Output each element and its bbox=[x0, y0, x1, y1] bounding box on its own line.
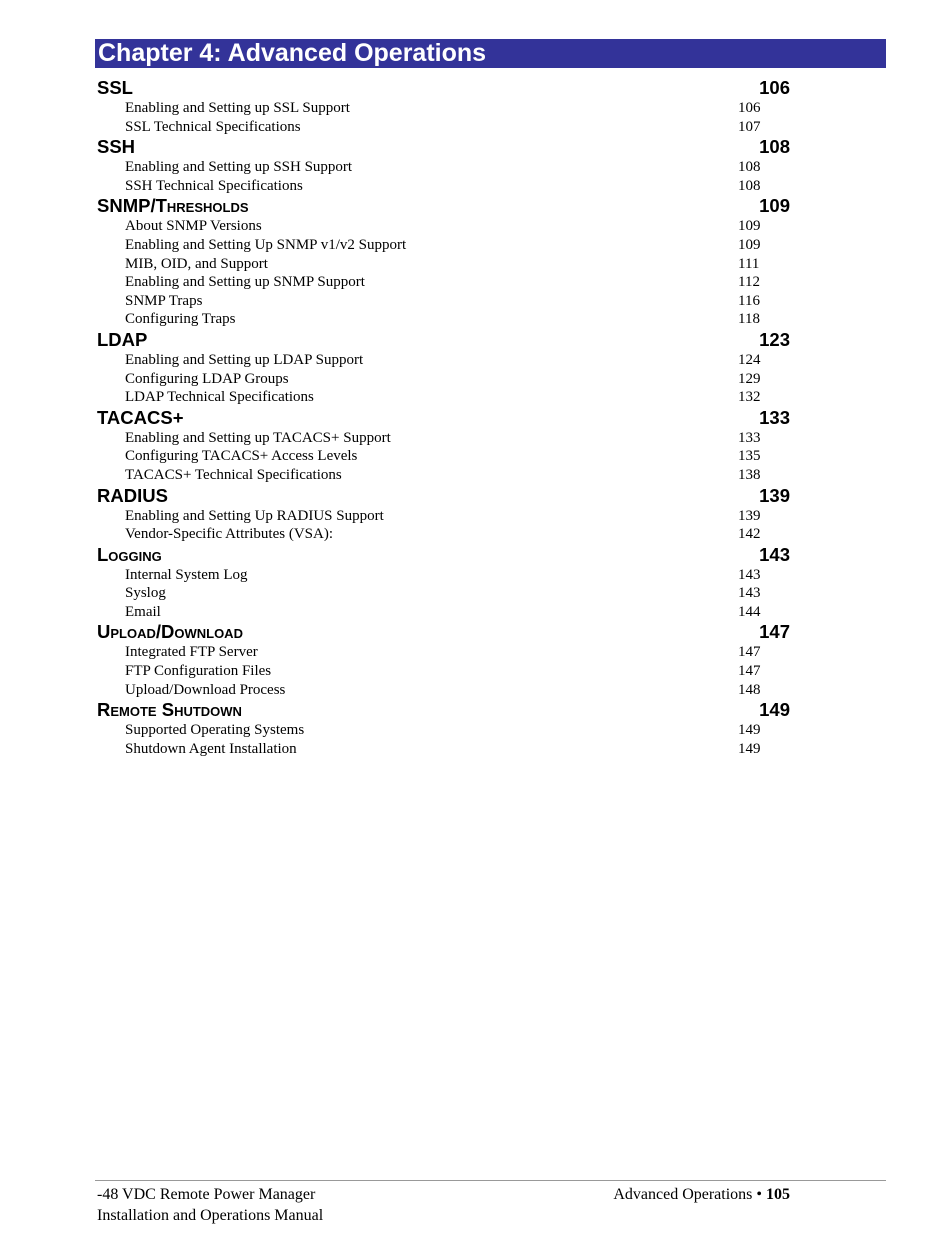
toc-entry[interactable] bbox=[97, 99, 797, 118]
toc-section-title: LDAP bbox=[97, 328, 148, 350]
toc-entry-title: Email bbox=[125, 603, 161, 620]
toc-entry-title: Enabling and Setting up LDAP Support bbox=[125, 351, 364, 368]
toc-section-page: 139 bbox=[759, 484, 790, 506]
toc-entry[interactable] bbox=[97, 721, 797, 740]
toc-entry[interactable] bbox=[97, 740, 797, 759]
footer-chapter-name: Advanced Operations • bbox=[613, 1186, 766, 1203]
toc-entry-title: LDAP Technical Specifications bbox=[125, 389, 314, 406]
toc-entry[interactable] bbox=[97, 643, 797, 662]
toc-entry-title: MIB, OID, and Support bbox=[125, 255, 268, 272]
toc-section-heading[interactable] bbox=[97, 699, 797, 721]
toc-entry-title: FTP Configuration Files bbox=[125, 663, 272, 680]
toc-entry-page: 143 bbox=[738, 585, 761, 602]
toc-entry-page: 132 bbox=[738, 389, 761, 406]
toc-entry-page: 148 bbox=[738, 681, 761, 698]
toc-entry-title: Supported Operating Systems bbox=[125, 722, 305, 739]
toc-entry[interactable] bbox=[97, 370, 797, 389]
toc-entry-page: 144 bbox=[738, 603, 761, 620]
toc-section-page: 109 bbox=[759, 195, 790, 217]
toc-entry-page: 149 bbox=[738, 722, 761, 739]
toc-section-page: 133 bbox=[759, 406, 790, 428]
toc-section bbox=[97, 485, 797, 544]
toc-section-heading[interactable] bbox=[97, 77, 797, 99]
toc-section bbox=[97, 195, 797, 329]
toc-entry-page: 111 bbox=[738, 255, 760, 272]
toc-section-title: SSH bbox=[97, 136, 136, 158]
toc-entry-title: SNMP Traps bbox=[125, 292, 203, 309]
table-of-contents bbox=[97, 77, 797, 758]
toc-section-heading[interactable] bbox=[97, 407, 797, 429]
toc-section-page: 106 bbox=[759, 77, 790, 98]
toc-section-heading[interactable] bbox=[97, 195, 797, 217]
toc-section-page: 149 bbox=[759, 699, 790, 721]
toc-entry-page: 139 bbox=[738, 507, 761, 524]
toc-entry[interactable] bbox=[97, 566, 797, 585]
toc-entry-page: 106 bbox=[738, 100, 761, 116]
toc-section bbox=[97, 621, 797, 699]
toc-entry-page: 112 bbox=[738, 274, 760, 291]
footer-manual-title bbox=[97, 1184, 323, 1226]
toc-entry[interactable] bbox=[97, 681, 797, 700]
footer-divider bbox=[95, 1180, 886, 1181]
toc-entry[interactable] bbox=[97, 662, 797, 681]
toc-entry-title: Enabling and Setting up SSL Support bbox=[125, 100, 350, 116]
toc-entry[interactable] bbox=[97, 236, 797, 255]
toc-entry-title: Configuring LDAP Groups bbox=[125, 370, 289, 387]
toc-section bbox=[97, 544, 797, 622]
toc-entry-title: Configuring TACACS+ Access Levels bbox=[125, 448, 358, 465]
toc-entry[interactable] bbox=[97, 525, 797, 544]
toc-section-title: Logging bbox=[97, 543, 162, 565]
toc-entry[interactable] bbox=[97, 351, 797, 370]
toc-section bbox=[97, 77, 797, 136]
toc-entry[interactable] bbox=[97, 429, 797, 448]
toc-entry-page: 147 bbox=[738, 663, 761, 680]
toc-entry[interactable] bbox=[97, 310, 797, 329]
toc-section-title: TACACS+ bbox=[97, 406, 184, 428]
toc-entry[interactable] bbox=[97, 603, 797, 622]
toc-section-heading[interactable] bbox=[97, 621, 797, 643]
toc-section-heading[interactable] bbox=[97, 329, 797, 351]
footer-manual-name: Installation and Operations Manual bbox=[97, 1207, 324, 1224]
toc-entry-title: Shutdown Agent Installation bbox=[125, 740, 297, 757]
toc-entry[interactable] bbox=[97, 507, 797, 526]
toc-entry-title: Integrated FTP Server bbox=[125, 644, 258, 661]
toc-entry-title: Internal System Log bbox=[125, 566, 248, 583]
toc-entry-title: TACACS+ Technical Specifications bbox=[125, 466, 342, 483]
toc-entry-page: 109 bbox=[738, 236, 761, 253]
toc-section bbox=[97, 136, 797, 195]
toc-entry-page: 147 bbox=[738, 644, 761, 661]
toc-entry-title: Enabling and Setting Up SNMP v1/v2 Support bbox=[125, 236, 407, 253]
toc-entry-page: 149 bbox=[738, 740, 761, 757]
toc-entry-title: Vendor-Specific Attributes (VSA): bbox=[125, 526, 333, 543]
toc-section-title: RADIUS bbox=[97, 484, 168, 506]
toc-entry-title: Enabling and Setting up TACACS+ Support bbox=[125, 429, 391, 446]
toc-section-title: Remote Shutdown bbox=[97, 699, 242, 721]
toc-entry[interactable] bbox=[97, 466, 797, 485]
footer-product-name: -48 VDC Remote Power Manager bbox=[97, 1186, 316, 1203]
toc-entry-title: Syslog bbox=[125, 585, 166, 602]
toc-section-page: 123 bbox=[759, 328, 790, 350]
toc-section-page: 143 bbox=[759, 543, 790, 565]
toc-entry[interactable] bbox=[97, 447, 797, 466]
chapter-title: Chapter 4: Advanced Operations bbox=[95, 39, 886, 68]
toc-entry[interactable] bbox=[97, 255, 797, 274]
toc-entry-page: 138 bbox=[738, 466, 761, 483]
toc-entry-page: 142 bbox=[738, 526, 761, 543]
toc-entry-page: 109 bbox=[738, 218, 761, 235]
toc-section-title: SNMP/Thresholds bbox=[97, 195, 249, 217]
toc-entry-page: 108 bbox=[738, 159, 761, 176]
toc-entry-page: 116 bbox=[738, 292, 760, 309]
toc-entry-page: 108 bbox=[738, 177, 761, 194]
toc-entry[interactable] bbox=[97, 388, 797, 407]
toc-entry-page: 143 bbox=[738, 566, 761, 583]
toc-entry[interactable] bbox=[97, 217, 797, 236]
toc-section bbox=[97, 407, 797, 485]
toc-entry-page: 129 bbox=[738, 370, 761, 387]
toc-section-heading[interactable] bbox=[97, 544, 797, 566]
toc-section-heading[interactable] bbox=[97, 136, 797, 158]
toc-entry[interactable] bbox=[97, 273, 797, 292]
toc-section-heading[interactable] bbox=[97, 485, 797, 507]
toc-entry-title: SSH Technical Specifications bbox=[125, 177, 303, 194]
toc-section bbox=[97, 329, 797, 407]
toc-entry-page: 124 bbox=[738, 351, 761, 368]
toc-entry-title: Enabling and Setting up SNMP Support bbox=[125, 274, 365, 291]
toc-entry-title: Upload/Download Process bbox=[125, 681, 286, 698]
toc-entry-title: SSL Technical Specifications bbox=[125, 118, 301, 135]
toc-entry-page: 135 bbox=[738, 448, 761, 465]
toc-section-title: SSL bbox=[97, 77, 133, 98]
toc-section-page: 147 bbox=[759, 621, 790, 643]
toc-entry[interactable] bbox=[97, 158, 797, 177]
toc-section bbox=[97, 699, 797, 758]
toc-section-title: Upload/Download bbox=[97, 621, 243, 643]
footer-page-number: 105 bbox=[766, 1186, 790, 1203]
toc-section-page: 108 bbox=[759, 136, 790, 158]
toc-entry[interactable] bbox=[97, 292, 797, 311]
toc-entry-title: About SNMP Versions bbox=[125, 218, 262, 235]
toc-entry-title: Configuring Traps bbox=[125, 311, 236, 328]
toc-entry[interactable] bbox=[97, 584, 797, 603]
toc-entry-page: 107 bbox=[738, 118, 761, 135]
toc-entry-page: 133 bbox=[738, 429, 761, 446]
toc-entry[interactable] bbox=[97, 177, 797, 196]
footer-page-info bbox=[613, 1184, 790, 1205]
toc-entry-title: Enabling and Setting Up RADIUS Support bbox=[125, 507, 384, 524]
toc-entry-page: 118 bbox=[738, 311, 760, 328]
toc-entry-title: Enabling and Setting up SSH Support bbox=[125, 159, 353, 176]
toc-entry[interactable] bbox=[97, 118, 797, 137]
